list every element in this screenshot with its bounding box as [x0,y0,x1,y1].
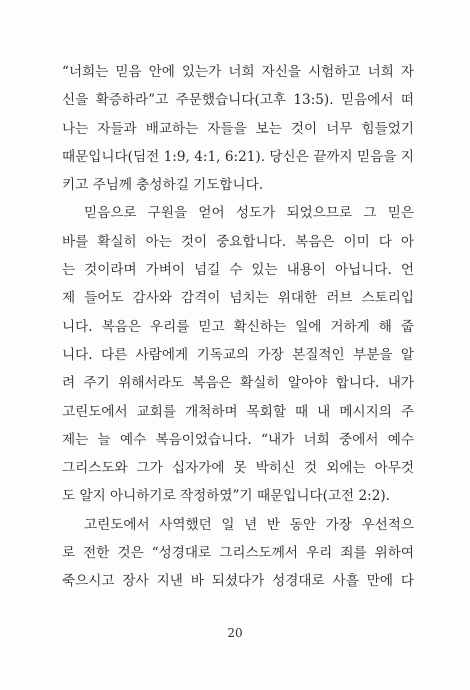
text-line: 제는 늘 예수 복음이었습니다. “내가 너희 중에서 예수 [62,431,414,448]
text-line: 도 알지 아니하기로 작정하였”기 때문입니다(고전 2:2). [62,488,390,505]
body-text [62,58,414,596]
text-line: 고린도에서 교회를 개척하며 목회할 때 내 메시지의 주 [62,403,414,420]
text-line: 려 주기 위해서라도 복음은 확실히 알아야 합니다. 내가 [62,375,414,392]
text-line: 는 것이라며 가벼이 넘길 수 있는 내용이 아닙니다. 언 [62,262,414,279]
text-line: 니다. 다른 사람에게 기독교의 가장 본질적인 부분을 알 [62,346,414,363]
text-line: 나는 자들과 배교하는 자들을 보는 것이 너무 힘들었기 [62,120,414,137]
text-line: 고린도에서 사역했던 일 년 반 동안 가장 우선적으 [84,516,414,533]
text-line: 로 전한 것은 “성경대로 그리스도께서 우리 죄를 위하여 [62,545,414,562]
text-line: “너희는 믿음 안에 있는가 너희 자신을 시험하고 너희 자 [62,64,414,80]
text-line: 니다. 복음은 우리를 믿고 확신하는 일에 거하게 해 줍 [62,318,414,335]
paragraph-1 [62,58,414,199]
text-line: 제 들어도 감사와 감격이 넘치는 위대한 러브 스토리입 [62,290,414,307]
text-line: 바를 확실히 아는 것이 중요합니다. 복음은 이미 다 아 [62,233,414,250]
text-line: 신을 확증하라”고 주문했습니다(고후 13:5). 믿음에서 떠 [62,92,414,109]
paragraph-2 [62,199,414,510]
text-line: 죽으시고 장사 지낸 바 되셨다가 성경대로 사흘 만에 다 [62,573,414,590]
text-line: 키고 주님께 충성하길 기도합니다. [62,177,264,194]
paragraph-3 [62,511,414,596]
text-line: 때문입니다(딤전 1:9, 4:1, 6:21). 당신은 끝까지 믿음을 지 [62,148,414,165]
text-line: 그리스도와 그가 십자가에 못 박히신 것 외에는 아무것 [62,460,414,477]
page-number: 20 [227,626,243,640]
text-line: 믿음으로 구원을 얻어 성도가 되었으므로 그 믿은 [84,205,414,222]
